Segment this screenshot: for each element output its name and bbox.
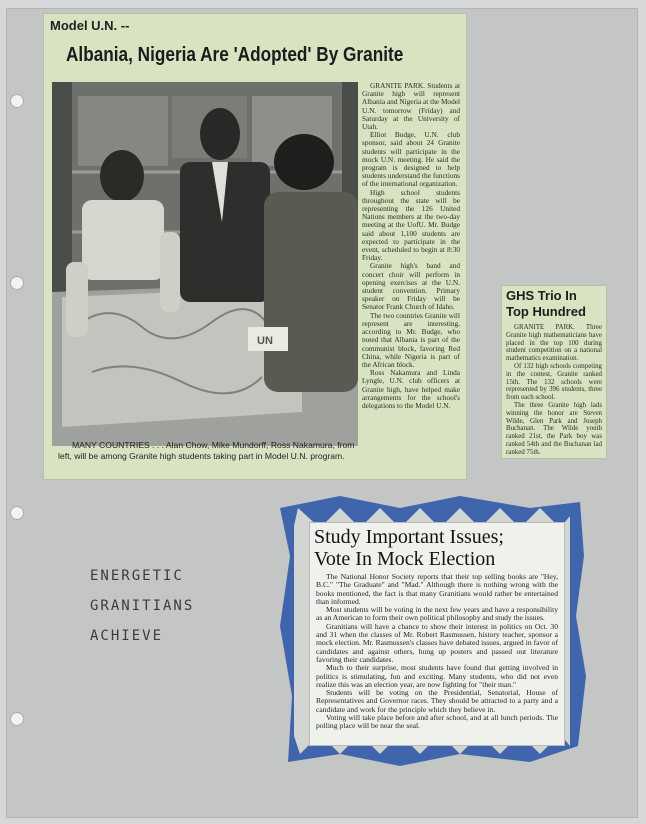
paragraph: GRANITE PARK. Three Granite high mathematicians have placed in the top 100 during student competition on a national mathematics examination. xyxy=(506,324,602,363)
binder-hole xyxy=(10,712,24,726)
photo-caption: MANY COUNTRIES . . . Alan Chow, Mike Mundorff, Ross Nakamura, from left, will be among Granite high students taking part in Model U.N. program. xyxy=(58,440,355,461)
handwritten-line3: ACHIEVE xyxy=(90,628,164,644)
paragraph: Of 132 high schools competing in the contest, Granite ranked 15th. The 132 schools were represented by 396 students, three from each school. xyxy=(506,362,602,402)
math-trio-clipping xyxy=(502,286,606,458)
article-body xyxy=(316,573,558,731)
handwritten-line1: ENERGETIC xyxy=(90,568,184,584)
handwritten-line2: GRANITIANS xyxy=(90,598,195,614)
paragraph: Granite high's band and concert choir will perform in opening exercises at the U.N. student convention. Primary speaker on Friday will be Senator Frank Church of Idaho. xyxy=(362,261,460,312)
model-un-clipping xyxy=(44,14,466,479)
paragraph: Much to their surprise, most students have found that getting involved in politics is stimulating, fun and exciting. Many students, who did not even realize this was an election year, are now fighting for "their man." xyxy=(316,663,558,689)
side-headline-line2: Top Hundred xyxy=(506,304,586,319)
clipping-kicker: Model U.N. -- xyxy=(50,18,130,33)
paragraph: Elliot Budge, U.N. club sponsor, said about 24 Granite students will participate in the mock U.N. meeting. He said the program is designed to help students understand the functions of the international organization. xyxy=(362,130,460,189)
paragraph: The three Granite high lads winning the honor are Steven Wilde, Glen Park and Joseph Buchanan. The Wilde youth ranked 21st, the Park boy was ranked 54th and the Buchanan lad ranked 75th. xyxy=(506,401,602,456)
paragraph: Ross Nakamura and Linda Lyngle, U.N. club officers at Granite high, have helped make arrangements for the school's delegations to the Model U.N. xyxy=(362,368,460,410)
clipping-body xyxy=(362,82,460,410)
side-body xyxy=(506,324,602,457)
photo-illustration xyxy=(52,82,358,446)
clipping-headline: Albania, Nigeria Are 'Adopted' By Granite xyxy=(66,44,404,66)
binder-hole xyxy=(10,276,24,290)
booklet-text: UN xyxy=(257,335,273,347)
paragraph: Students will be voting on the Presidential, Senatorial, House of Representatives and Governor races. They should be attracted to a party and a candidate and work for the principle which they believe in. xyxy=(316,688,558,714)
article-headline-line2: Vote In Mock Election xyxy=(314,548,496,570)
paragraph: Most students will be voting in the next few years and have a responsibility as an American to form their own political philosophy and study the issues. xyxy=(316,605,558,623)
paragraph: GRANITE PARK. Students at Granite high will represent Albania and Nigeria at the Model U.N. tomorrow (Friday) and Saturday at the University of Utah. xyxy=(362,81,460,132)
paragraph: Granitians will have a chance to show their interest in politics on Oct. 30 and 31 when the classes of Mr. Robert Rasmussen, history teacher, sponsor a mock election. Mr. Rasmussen's classes have debated issues, argued in favor of candidates and against others, hung up posters and passed out literature favoring their candidates. xyxy=(316,621,558,664)
binder-hole xyxy=(10,94,24,108)
students-photo xyxy=(52,82,358,446)
binder-hole xyxy=(10,506,24,520)
side-headline-line1: GHS Trio In xyxy=(506,288,577,303)
article-headline-line1: Study Important Issues; xyxy=(314,526,504,548)
mock-election-article xyxy=(310,523,564,745)
paragraph: The two countries Granite will represent are interesting, according to Mr. Budge, who noted that Albania is part of the communist block, favoring Red China, while Nigeria is part of the African block. xyxy=(362,310,460,369)
paragraph: High school students throughout the state will be representing the 126 United Nations members at the two-day meeting at the UofU. Mr. Budge said about 1,100 students are expected to participate in the event, scheduled to begin at 8:30 Friday. xyxy=(362,187,460,263)
paragraph: Voting will take place before and after school, and at all lunch periods. The polling place will be near the seal. xyxy=(316,713,558,731)
paragraph: The National Honor Society reports that their top selling books are "Hey, B.C." "The Graduate" and "Mad." Although there is nothing wrong with the books mentioned, the fact is that many Granitians would rather be entertained than informed. xyxy=(316,572,558,606)
